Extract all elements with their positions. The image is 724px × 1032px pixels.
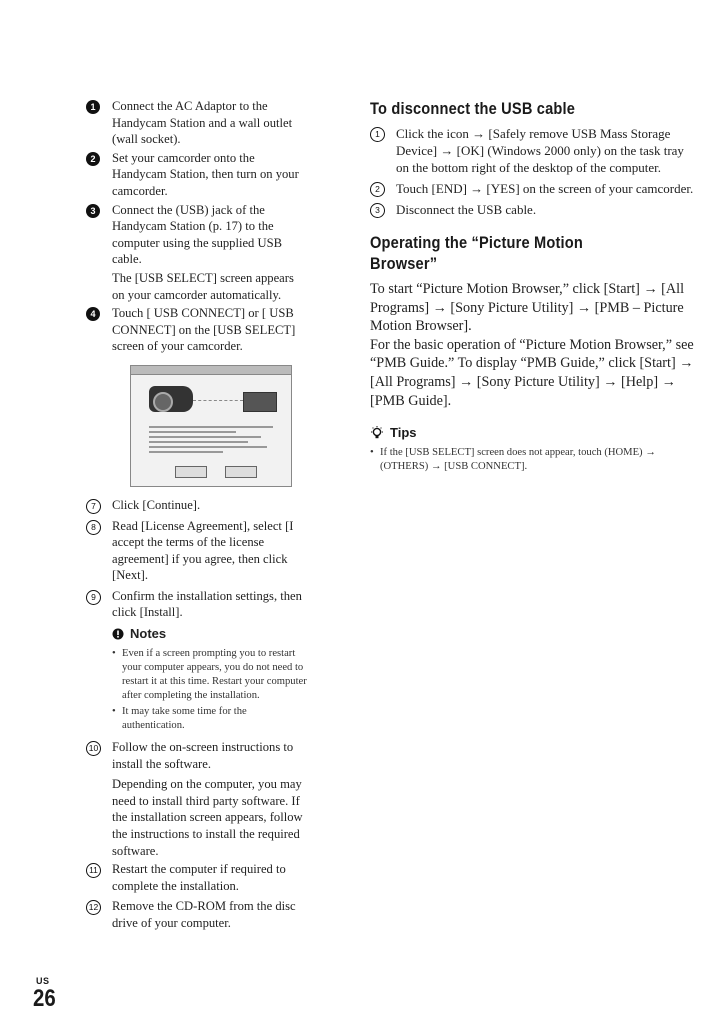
notes-title: Notes xyxy=(130,626,167,642)
tips-title: Tips xyxy=(390,425,417,441)
step-3-text: Connect the (USB) jack of the Handycam Station (p. 17) to the computer using the supplied USB cable. xyxy=(112,202,283,267)
step-12 xyxy=(86,898,308,931)
right-column xyxy=(370,98,696,476)
disconnect-step-3 xyxy=(370,201,696,218)
step-11-marker: 11 xyxy=(86,863,101,878)
step-11 xyxy=(86,861,308,894)
installer-titlebar xyxy=(131,366,291,375)
continue-button-illustration xyxy=(175,466,207,478)
step-2-marker: 2 xyxy=(86,152,100,166)
notes-block xyxy=(86,625,308,733)
step-2 xyxy=(86,150,308,200)
operating-heading-line2: Browser” xyxy=(370,254,438,273)
step-8 xyxy=(86,518,308,584)
step-4-marker: 4 xyxy=(86,307,100,321)
step-3-marker: 3 xyxy=(86,204,100,218)
step-3-followup: The [USB SELECT] screen appears on your camcorder automatically. xyxy=(112,270,294,302)
step-12-marker: 12 xyxy=(86,900,101,915)
step-10-text: Follow the on-screen instructions to install the software. xyxy=(112,740,294,771)
step-3 xyxy=(86,202,308,268)
operating-paragraph-2: For the basic operation of “Picture Motion Browser,” see “PMB Guide.” To display “PMB Guide,” click [Start] → [All Programs] → [Sony Picture Utility] → [Help] → [PMB Guide]. xyxy=(370,336,694,409)
step-1 xyxy=(86,98,308,148)
usb-cable-illustration xyxy=(193,400,243,402)
tip-item: • If the [USB SELECT] screen does not appear, touch (HOME) → (OTHERS) → [USB CONNECT]. xyxy=(370,446,696,474)
notes-list xyxy=(112,647,308,733)
note-item: • Even if a screen prompting you to restart your computer appears, you do not need to restart it at this time. Restart your computer after completing the installation. xyxy=(112,647,308,703)
step-10-marker: 10 xyxy=(86,741,101,756)
step-12-text: Remove the CD-ROM from the disc drive of your computer. xyxy=(112,899,296,930)
note-item: • It may take some time for the authentication. xyxy=(112,705,308,733)
tips-list xyxy=(370,446,696,474)
installer-text-lines xyxy=(149,426,273,456)
step-7-marker: 7 xyxy=(86,499,101,514)
operating-paragraph-1: To start “Picture Motion Browser,” click [Start] → [All Programs] → [Sony Picture Utility] → [PMB – Picture Motion Browser]. xyxy=(370,281,685,335)
notes-heading xyxy=(112,625,308,643)
step-2-text: Set your camcorder onto the Handycam Station, then turn on your camcorder. xyxy=(112,150,299,198)
tips-heading xyxy=(370,424,696,442)
disconnect-step-3-text: Disconnect the USB cable. xyxy=(396,202,537,217)
step-7-text: Click [Continue]. xyxy=(112,497,201,512)
installer-screenshot xyxy=(130,365,292,487)
step-4-text: Touch [ USB CONNECT] or [ USB CONNECT] on the [USB SELECT] screen of your camcorder. xyxy=(112,306,296,354)
disconnect-step-1-text: Click the icon → [Safely remove USB Mass Storage Device] → [OK] (Windows 2000 only) on the task tray on the bottom right of the desktop of the computer. xyxy=(396,126,684,175)
region-code: US xyxy=(36,976,50,986)
notes-icon xyxy=(112,628,124,640)
computer-illustration xyxy=(243,392,277,412)
step-11-text: Restart the computer if required to complete the installation. xyxy=(112,862,286,893)
disconnect-step-2 xyxy=(370,180,696,197)
cancel-button-illustration xyxy=(225,466,257,478)
step-1-text: Connect the AC Adaptor to the Handycam Station and a wall outlet (wall socket). xyxy=(112,99,293,147)
step-1-marker: 1 xyxy=(86,100,100,114)
operating-heading-line1: Operating the “Picture Motion xyxy=(370,233,583,252)
step-10-followup: Depending on the computer, you may need to install third party software. If the installation screen appears, follow the instructions to install the required software. xyxy=(112,777,303,858)
step-10 xyxy=(86,739,308,772)
lightbulb-icon xyxy=(370,426,384,440)
step-4 xyxy=(86,305,308,355)
step-9-text: Confirm the installation settings, then click [Install]. xyxy=(112,588,302,620)
step-7 xyxy=(86,497,308,514)
disconnect-step-2-marker: 2 xyxy=(370,182,385,197)
step-9 xyxy=(86,588,308,621)
left-column xyxy=(86,98,308,936)
disconnect-step-2-text: Touch [END] → [YES] on the screen of your camcorder. xyxy=(396,181,694,196)
step-8-marker: 8 xyxy=(86,520,101,535)
disconnect-step-1-marker: 1 xyxy=(370,127,385,142)
disconnect-step-3-marker: 3 xyxy=(370,203,385,218)
step-9-marker: 9 xyxy=(86,590,101,605)
disconnect-step-1 xyxy=(370,125,696,176)
page-number: 26 xyxy=(33,985,56,1012)
camcorder-lens xyxy=(153,392,173,412)
disconnect-heading: To disconnect the USB cable xyxy=(370,99,576,118)
step-8-text: Read [License Agreement], select [I accept the terms of the license agreement] if you agree, then click [Next]. xyxy=(112,518,294,583)
